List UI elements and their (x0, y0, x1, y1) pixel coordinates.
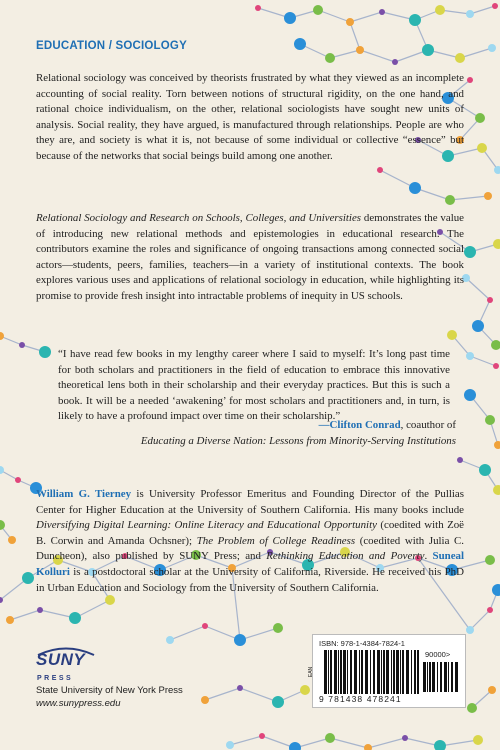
barcode-bar (324, 650, 327, 694)
network-node (477, 143, 487, 153)
network-node (487, 607, 493, 613)
network-link (10, 610, 40, 620)
network-node (473, 735, 483, 745)
network-node (0, 332, 4, 340)
network-node (294, 38, 306, 50)
network-node (0, 466, 4, 474)
endorser-role: , coauthor of (400, 419, 456, 431)
publisher-name: State University of New York Press (36, 685, 183, 696)
network-node (487, 297, 493, 303)
network-node (37, 607, 43, 613)
network-node (455, 53, 465, 63)
network-node (201, 696, 209, 704)
network-node (445, 195, 455, 205)
network-node (479, 464, 491, 476)
network-node (488, 44, 496, 52)
network-node (484, 192, 492, 200)
network-node (8, 536, 16, 544)
network-link (466, 278, 490, 300)
network-node (466, 352, 474, 360)
network-node (356, 46, 364, 54)
barcode-box (308, 634, 466, 708)
barcode-bar (444, 662, 447, 692)
network-node (226, 741, 234, 749)
network-node (379, 9, 385, 15)
network-node (466, 626, 474, 634)
network-link (205, 688, 240, 700)
barcode-bar (359, 650, 360, 694)
barcode-bar (406, 650, 409, 694)
network-node (69, 612, 81, 624)
network-node (464, 246, 476, 258)
network-node (488, 686, 496, 694)
network-node (6, 616, 14, 624)
barcode-bar (411, 650, 412, 694)
network-node (467, 77, 473, 83)
network-node (346, 18, 354, 26)
network-link (470, 356, 496, 366)
price-code: 90000> (425, 650, 451, 659)
barcode-bar (340, 650, 342, 694)
network-node (447, 330, 457, 340)
network-link (450, 196, 488, 200)
network-node (409, 14, 421, 26)
network-node (272, 696, 284, 708)
suny-logo (36, 650, 183, 678)
network-node (409, 182, 421, 194)
network-node (434, 740, 446, 750)
network-node (259, 733, 265, 739)
network-node (166, 636, 174, 644)
network-node (457, 457, 463, 463)
network-node (422, 44, 434, 56)
network-link (240, 688, 278, 702)
network-node (289, 742, 301, 750)
network-node (493, 363, 499, 369)
network-node (472, 320, 484, 332)
author-name-2: Suneal Kolluri (36, 550, 465, 578)
network-node (485, 415, 495, 425)
description-text: demonstrates the value of introducing new relational methods and epistemologies in educational research. The contributors examine the roles and significance of ongoing transactions among connected social actors—students, peers, families, teachers—in a variety of institutional contexts. The book explores various uses and applications of relational sociology in education, while highlighting its promise to provide fresh insight into intractable problems of inequity in US schools. (36, 212, 464, 302)
barcode-bar (400, 650, 401, 694)
network-node (22, 572, 34, 584)
network-node (234, 634, 246, 646)
barcode-bar (417, 650, 419, 694)
barcode-bar (423, 662, 426, 692)
network-node (435, 5, 445, 15)
ean-vertical-label: EAN (308, 666, 315, 678)
network-link (460, 48, 492, 58)
network-node (19, 342, 25, 348)
bio-text: (coedited with Julia C. Duncheon), also published by SUNY Press; and (36, 534, 465, 563)
suny-logo-text: SUNY (36, 650, 86, 669)
bio-book-title: The Problem of College Readiness (196, 534, 356, 547)
network-link (318, 10, 350, 22)
barcode-bar (328, 650, 329, 694)
barcode-bar (377, 650, 380, 694)
network-node (15, 477, 21, 483)
network-node (273, 623, 283, 633)
barcode-bar (343, 650, 346, 694)
network-node (494, 166, 500, 174)
network-node (284, 12, 296, 24)
network-link (170, 626, 205, 640)
bio-text: is University Professor Emeritus and Founding Director of the Pullias Center for Higher Education at the University of Southern California. His many books include (36, 488, 464, 516)
network-link (350, 22, 360, 50)
network-node (39, 346, 51, 358)
network-node (485, 555, 495, 565)
barcode-bar (383, 650, 385, 694)
network-link (230, 736, 262, 745)
author-bio-paragraph (36, 487, 464, 596)
network-link (360, 50, 395, 62)
ean-barcode (324, 650, 419, 694)
network-node (493, 485, 500, 495)
network-node (492, 584, 500, 596)
author-name-1: William G. Tierney (36, 488, 132, 500)
barcode-bar (432, 662, 435, 692)
description-paragraph-2 (36, 211, 464, 305)
network-node (464, 389, 476, 401)
barcode-bar (427, 662, 428, 692)
barcode-bar (381, 650, 382, 694)
network-node (237, 685, 243, 691)
network-link (350, 12, 382, 22)
network-link (470, 610, 490, 630)
barcode-bar (354, 650, 357, 694)
network-node (493, 239, 500, 249)
bio-book-title: Rethinking Education and Poverty (266, 550, 425, 563)
network-node (475, 113, 485, 123)
network-node (392, 59, 398, 65)
bio-text: . (424, 550, 433, 563)
bio-text: is a postdoctoral scholar at the University of California, Riverside. He received his PhD in Urban Education and Sociology from the University of Southern California. (36, 565, 464, 594)
barcode-bar (347, 650, 348, 694)
network-node (105, 595, 115, 605)
publisher-url: www.sunypress.edu (36, 698, 121, 709)
book-title: Relational Sociology and Research on Schools, Colleges, and Universities (36, 212, 362, 224)
press-label: PRESS (37, 675, 74, 682)
barcode-bar (365, 650, 368, 694)
barcode-bar (338, 650, 339, 694)
barcode-bar (330, 650, 332, 694)
endorser-name: Clifton Conrad (329, 419, 401, 431)
publisher-block (36, 650, 183, 709)
barcode-bar (451, 662, 453, 692)
barcode-bar (429, 662, 431, 692)
network-node (402, 735, 408, 741)
bio-text: (coedited with Zoë B. Corwin and Amanda Ochsner); (36, 519, 465, 547)
barcode-bar (396, 650, 399, 694)
bio-book-title: Diversifying Digital Learning: Online Literacy and Educational Opportunity (36, 519, 377, 532)
barcode-bar (361, 650, 363, 694)
network-node (467, 703, 477, 713)
barcode-bar (437, 662, 438, 692)
network-node (313, 5, 323, 15)
network-node (377, 167, 383, 173)
barcode-bar (393, 650, 395, 694)
price-barcode (423, 662, 461, 692)
network-node (300, 685, 310, 695)
network-node (466, 10, 474, 18)
barcode-bar (373, 650, 375, 694)
network-link (330, 738, 368, 748)
endorsement-attribution (319, 418, 456, 434)
barcode-bar (448, 662, 449, 692)
network-node (494, 441, 500, 449)
endorser-book-title: Educating a Diverse Nation: Lessons from Minority-Serving Institutions (140, 435, 456, 447)
barcode-bar (334, 650, 337, 694)
barcode-bar (455, 662, 458, 692)
barcode-bar (402, 650, 404, 694)
category-label: EDUCATION / SOCIOLOGY (36, 40, 187, 52)
network-node (255, 5, 261, 11)
network-node (202, 623, 208, 629)
endorsement-quote: “I have read few books in my lengthy career where I said to myself: It’s long past time for both scholars and practitioners in the field of education to embrace this innovative theoretical lens both in their scholarship and their everyday practices. But this is such a book. It will be a needed ‘awakening’ for most scholars and practitioners and, in turn, is likely to have a profound impact over time on their scholarship.” (58, 348, 450, 423)
ean-number: 9 781438 478241 (319, 694, 402, 704)
suny-arc-icon (36, 644, 96, 656)
barcode-bar (386, 650, 389, 694)
network-node (0, 520, 5, 530)
barcode-bar (370, 650, 371, 694)
barcode-bar (414, 650, 416, 694)
network-node (325, 733, 335, 743)
barcode-bar (440, 662, 442, 692)
description-paragraph-1: Relational sociology was conceived by theorists frustrated by what they viewed as an incomplete accounting of social reality. Torn between notions of structural rigidity, on the one hand, and rational choice individualism, on the other, relational sociologists have sought new units of analysis. Social reality, they have argued, is manufactured through relationships. People are who they are, and society is what it is, not because of some individual or collective “essence” but because of the networks that social beings build among one another. (36, 72, 464, 162)
barcode-bar (350, 650, 352, 694)
network-node (364, 744, 372, 750)
network-node (325, 53, 335, 63)
isbn-text: ISBN: 978-1-4384-7824-1 (319, 639, 405, 648)
network-link (368, 738, 405, 748)
endorser-dash: — (318, 419, 330, 431)
barcode-bar (391, 650, 392, 694)
network-node (492, 3, 498, 9)
